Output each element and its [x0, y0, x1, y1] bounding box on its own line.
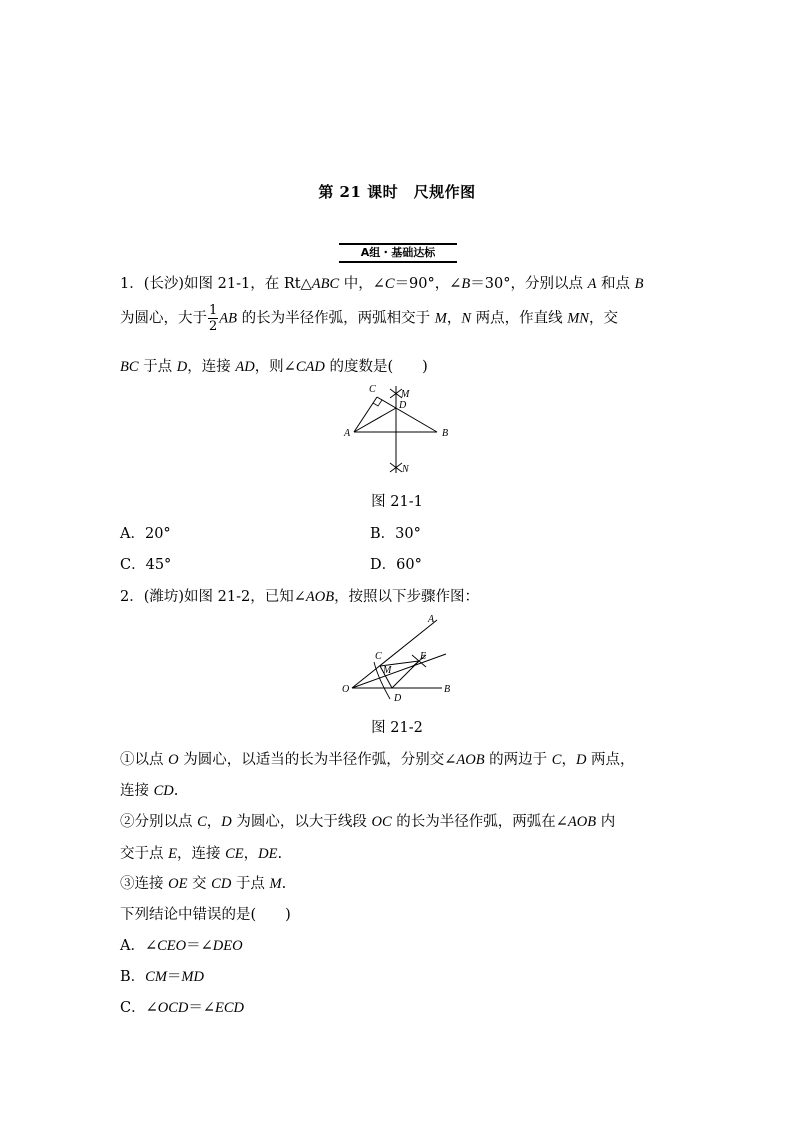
q2-var: CM	[145, 969, 167, 985]
q2-step-2b	[120, 842, 282, 863]
label-N: N	[402, 464, 409, 475]
q2-text: ①以点	[120, 752, 169, 768]
q2-var: C	[551, 752, 562, 768]
q1-var: C	[384, 276, 395, 292]
q2-text: ＝∠	[188, 1000, 216, 1016]
q2-var: AOB	[567, 814, 597, 830]
q1-text: ＝90°，∠	[394, 276, 462, 292]
q1-text: ，则∠	[254, 359, 296, 375]
label-B: B	[442, 428, 449, 439]
q2-text: 内	[596, 814, 616, 830]
q2-var: O	[168, 752, 179, 768]
fraction-denominator: 2	[209, 319, 218, 334]
label-M: M	[383, 665, 392, 676]
q1-var: D	[176, 359, 188, 375]
q2-text: ，连接	[176, 846, 226, 862]
segment-CB	[377, 397, 437, 432]
q1-text: 中，∠	[339, 276, 385, 292]
q2-step-2a	[120, 810, 615, 831]
q2-text: 连接	[120, 783, 154, 799]
label-A: A	[344, 428, 351, 439]
q2-line-1	[120, 585, 479, 606]
q2-text: A．∠	[120, 938, 158, 954]
label-E: E	[420, 651, 427, 662]
q2-text: B．	[120, 969, 146, 985]
figure-21-1	[338, 380, 458, 480]
q2-text: 为圆心，以大于线段	[231, 814, 372, 830]
q1-text: 的度数是( )	[324, 359, 428, 375]
q2-text: 2．(潍坊)如图 21-2，已知∠	[120, 589, 306, 605]
q2-var: OCD	[157, 1000, 189, 1016]
q2-text: 交于点	[120, 846, 169, 862]
label-D: D	[394, 693, 402, 704]
q1-option-b: B．30°	[370, 526, 421, 542]
q2-text: ，	[243, 846, 259, 862]
q2-text: ，按照以下步骤作图：	[334, 589, 480, 605]
q2-text: ②分别以点	[120, 814, 198, 830]
q1-var: B	[461, 276, 471, 292]
figure-21-2	[338, 608, 458, 708]
q1-line-3	[120, 355, 428, 376]
q2-var: OE	[168, 876, 188, 892]
q2-var: CE	[225, 846, 244, 862]
q1-text: 为圆心，大于	[120, 310, 207, 327]
q2-text: .	[173, 783, 179, 799]
segment-AC	[354, 397, 377, 432]
q2-var: OC	[371, 814, 392, 830]
label-B: B	[444, 684, 451, 695]
segment-AD	[354, 408, 396, 432]
q2-text: ＝	[166, 969, 182, 985]
q1-var: CAD	[295, 359, 325, 375]
page-title: 第 21 课时 尺规作图	[318, 183, 476, 201]
label-A: A	[428, 614, 435, 625]
q1-var: MN	[567, 310, 589, 327]
q2-var: DE	[258, 846, 278, 862]
q2-text: 为圆心，以适当的长为半径作弧，分别交∠	[178, 752, 457, 768]
q1-text: 的长为半径作弧，两弧相交于	[237, 310, 435, 327]
caption-21-2: 图 21-2	[371, 720, 423, 736]
label-C: C	[375, 651, 382, 662]
q1-text: 1．(长沙)如图 21-1，在 Rt△	[120, 276, 312, 292]
q1-var: A	[587, 276, 597, 292]
q2-text: 于点	[231, 876, 270, 892]
label-M: M	[401, 389, 410, 400]
group-label: A组・基础达标	[339, 243, 457, 263]
q1-var: N	[461, 310, 471, 327]
label-O: O	[342, 684, 350, 695]
q1-option-c: C．45°	[120, 557, 172, 573]
q2-var: MD	[181, 969, 204, 985]
q2-var: AOB	[456, 752, 485, 768]
q2-var: DEO	[212, 938, 243, 954]
q2-step-1b	[120, 779, 178, 800]
q1-line-1	[120, 272, 644, 293]
q2-var: CD	[153, 783, 174, 799]
q2-var: E	[168, 846, 177, 862]
q1-var: B	[634, 276, 644, 292]
q2-text: ③连接	[120, 876, 169, 892]
q1-var: BC	[120, 359, 139, 375]
fraction-one-half	[208, 303, 218, 334]
q2-var: D	[575, 752, 587, 768]
q2-var: M	[269, 876, 282, 892]
q2-text: .	[277, 846, 283, 862]
q1-var: AB	[219, 310, 237, 327]
q2-option-c	[120, 996, 244, 1017]
q2-var: ECD	[215, 1000, 245, 1016]
q2-var: AOB	[305, 589, 335, 605]
q1-text: ＝30°，分别以点	[470, 276, 588, 292]
q1-text: ，	[446, 310, 462, 327]
label-C: C	[369, 384, 376, 395]
q1-text: ，交	[588, 310, 618, 327]
q1-line-2	[120, 303, 618, 334]
q2-step-3	[120, 872, 286, 893]
q2-text: ，	[561, 752, 576, 768]
q2-var: D	[221, 814, 232, 830]
q2-option-a	[120, 934, 243, 955]
ray-OE	[352, 654, 446, 688]
q2-text: 的长为半径作弧，两弧在∠	[391, 814, 568, 830]
q2-text: 的两边于	[484, 752, 552, 768]
q1-var: ABC	[311, 276, 340, 292]
caption-21-1: 图 21-1	[371, 494, 423, 510]
q1-var: M	[434, 310, 447, 327]
q2-option-b	[120, 965, 204, 986]
q1-var: AD	[235, 359, 255, 375]
q2-text: ，	[206, 814, 222, 830]
q2-text: ＝∠	[186, 938, 213, 954]
q2-var: CD	[211, 876, 232, 892]
q1-text: ，连接	[187, 359, 236, 375]
q2-var: C	[197, 814, 207, 830]
q2-text: .	[281, 876, 287, 892]
fraction-numerator: 1	[209, 303, 218, 318]
q1-option-d: D．60°	[370, 557, 422, 573]
q2-step-1a	[120, 748, 635, 769]
q2-text: 两点，	[586, 752, 635, 768]
q2-question: 下列结论中错误的是( )	[120, 907, 291, 923]
q1-text: 于点	[138, 359, 177, 375]
q2-text: 交	[187, 876, 212, 892]
q1-text: 和点	[596, 276, 635, 292]
q2-var: CEO	[157, 938, 187, 954]
q2-text: C．∠	[120, 1000, 158, 1016]
label-D: D	[399, 400, 407, 411]
q1-text: 两点，作直线	[470, 310, 568, 327]
q1-option-a: A．20°	[120, 526, 171, 542]
